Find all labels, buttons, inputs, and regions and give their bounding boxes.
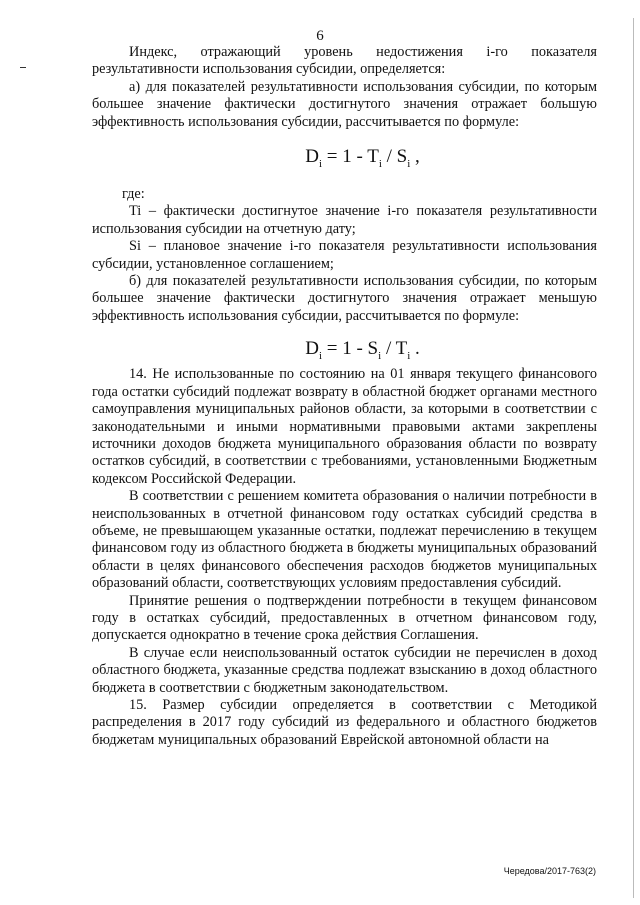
scan-edge-line [633, 18, 634, 898]
paragraph-case-b: б) для показателей результативности использования субсидии, по которым большее значение фактически достигнутого значения отражает меньшую эффективность использования субсидии, рассчитывается по формуле: [92, 273, 597, 324]
paragraph-case-a: а) для показателей результативности использования субсидии, по которым большее значение фактически достигнутого значения отражает большую эффективность использования субсидии, рассчитывается по формуле: [92, 78, 597, 130]
paragraph-14: 14. Не использованные по состоянию на 01 января текущего финансового года остатки субсидий подлежат возврату в областной бюджет органами местного самоуправления муниципальных районов области, за которыми в соответствии с законодательными и иными нормативными правовыми актами закреплены источники доходов бюджета муниципального образования области по возврату остатков субсидий, в соответствии с требованиями, установленными Бюджетным кодексом Российской Федерации. [92, 366, 597, 487]
paragraph-recovery: В случае если неиспользованный остаток субсидии не перечислен в доход областного бюджета, указанные средства подлежат взысканию в доход областного бюджета в соответствии с бюджетным законодательством. [92, 644, 597, 696]
paragraph-committee-decision: В соответствии с решением комитета образования о наличии потребности в неиспользованных в отчетной финансовом году остатках субсидий средства в объеме, не превышающем указанные остатки, подлежат перечислению в текущем финансовом году из областного бюджета в бюджеты муниципальных образований области в целях финансового обеспечения расходов бюджетов муниципальных образований области, соответствующих условиям предоставления субсидий. [92, 488, 597, 592]
paragraph-where: где: [122, 186, 145, 203]
paragraph-si-definition: Si – плановое значение i-го показателя результативности использования субсидии, установленное соглашением; [92, 238, 597, 272]
paragraph-index-definition: Индекс, отражающий уровень недостижения i-го показателя результативности использования субсидии, определяется: [92, 44, 597, 78]
formula-a: $D_i = 1 - T_i / S_i$ , [305, 146, 420, 170]
document-body [92, 44, 597, 749]
formula-b: $D_i = 1 - S_i / T_i$ . [305, 338, 420, 363]
page-number: 6 [316, 28, 324, 44]
paragraph-15: 15. Размер субсидии определяется в соответствии с Методикой распределения в 2017 году субсидий из федерального и областного бюджетов бюджетам муниципальных образований Еврейской автономной области на [92, 697, 597, 748]
paragraph-need-confirmation: Принятие решения о подтверждении потребности в текущем финансовом году в остатках субсидий, предоставленных в отчетном финансовом году, допускается однократно в течение срока действия Соглашения. [92, 592, 597, 644]
paragraph-ti-definition: Ti – фактически достигнутое значение i-го показателя результативности использования субсидии на отчетную дату; [92, 203, 597, 237]
footer-document-code: Чередова/2017-763(2) [503, 866, 596, 876]
margin-mark [20, 67, 26, 68]
